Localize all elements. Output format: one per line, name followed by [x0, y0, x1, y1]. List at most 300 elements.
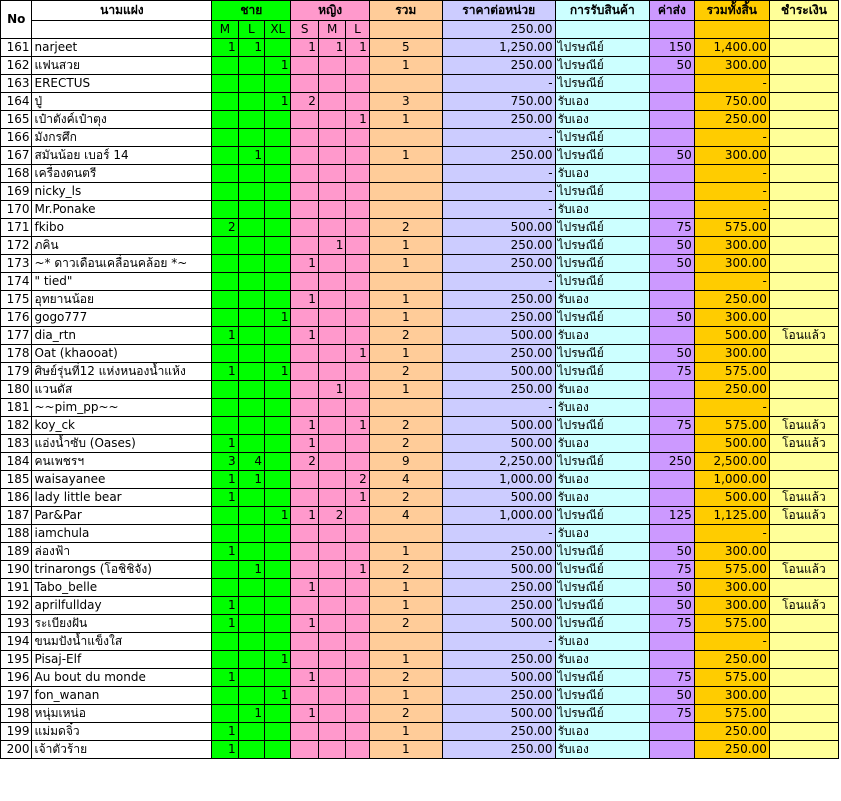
- cell-grand-total[interactable]: -: [694, 399, 769, 417]
- cell-pickup[interactable]: ไปรษณีย์: [555, 75, 649, 93]
- cell-total[interactable]: 2: [369, 327, 442, 345]
- cell-name[interactable]: ขนมปังน้ำแข็งใส: [32, 633, 212, 651]
- cell-grand-total[interactable]: -: [694, 165, 769, 183]
- cell-male-m[interactable]: [212, 129, 238, 147]
- cell-shipping[interactable]: 75: [650, 561, 695, 579]
- cell-total[interactable]: [369, 399, 442, 417]
- cell-total[interactable]: [369, 273, 442, 291]
- cell-total[interactable]: [369, 129, 442, 147]
- cell-male-l[interactable]: 1: [238, 471, 264, 489]
- cell-total[interactable]: 1: [369, 291, 442, 309]
- cell-grand-total[interactable]: 300.00: [694, 579, 769, 597]
- cell-male-m[interactable]: 1: [212, 741, 238, 759]
- cell-male-m[interactable]: [212, 147, 238, 165]
- cell-male-l[interactable]: [238, 111, 264, 129]
- cell-payment[interactable]: [769, 57, 838, 75]
- cell-total[interactable]: 4: [369, 507, 442, 525]
- cell-unit-price[interactable]: 500.00: [442, 669, 555, 687]
- cell-total[interactable]: [369, 633, 442, 651]
- cell-shipping[interactable]: 50: [650, 687, 695, 705]
- cell-grand-total[interactable]: 300.00: [694, 543, 769, 561]
- cell-male-xl[interactable]: [265, 399, 291, 417]
- cell-shipping[interactable]: [650, 327, 695, 345]
- cell-total[interactable]: 1: [369, 723, 442, 741]
- cell-female-s[interactable]: [291, 75, 318, 93]
- cell-pickup[interactable]: ไปรษณีย์: [555, 129, 649, 147]
- cell-total[interactable]: 3: [369, 93, 442, 111]
- cell-female-l[interactable]: 1: [346, 39, 369, 57]
- cell-grand-total[interactable]: 500.00: [694, 327, 769, 345]
- cell-female-m[interactable]: [318, 705, 345, 723]
- cell-male-l[interactable]: [238, 579, 264, 597]
- cell-payment[interactable]: [769, 741, 838, 759]
- cell-unit-price[interactable]: 500.00: [442, 219, 555, 237]
- cell-unit-price[interactable]: 250.00: [442, 255, 555, 273]
- cell-name[interactable]: waisayanee: [32, 471, 212, 489]
- cell-name[interactable]: อุทยานน้อย: [32, 291, 212, 309]
- cell-grand-total[interactable]: 2,500.00: [694, 453, 769, 471]
- cell-no[interactable]: 179: [1, 363, 32, 381]
- cell-unit-price[interactable]: 250.00: [442, 345, 555, 363]
- cell-pickup[interactable]: ไปรษณีย์: [555, 237, 649, 255]
- cell-grand-total[interactable]: 300.00: [694, 237, 769, 255]
- cell-unit-price[interactable]: 250.00: [442, 381, 555, 399]
- cell-unit-price[interactable]: 500.00: [442, 417, 555, 435]
- cell-unit-price[interactable]: 500.00: [442, 489, 555, 507]
- cell-no[interactable]: 194: [1, 633, 32, 651]
- cell-shipping[interactable]: 125: [650, 507, 695, 525]
- cell-female-m[interactable]: [318, 741, 345, 759]
- cell-grand-total[interactable]: 500.00: [694, 435, 769, 453]
- cell-male-m[interactable]: 1: [212, 327, 238, 345]
- cell-name[interactable]: ล่องฟ้า: [32, 543, 212, 561]
- cell-payment[interactable]: [769, 705, 838, 723]
- cell-male-l[interactable]: [238, 201, 264, 219]
- cell-female-s[interactable]: 1: [291, 327, 318, 345]
- cell-total[interactable]: 2: [369, 705, 442, 723]
- cell-unit-price[interactable]: -: [442, 165, 555, 183]
- cell-female-m[interactable]: [318, 255, 345, 273]
- cell-male-xl[interactable]: [265, 39, 291, 57]
- cell-female-l[interactable]: [346, 381, 369, 399]
- cell-male-m[interactable]: [212, 57, 238, 75]
- cell-pickup[interactable]: ไปรษณีย์: [555, 39, 649, 57]
- cell-male-xl[interactable]: [265, 165, 291, 183]
- cell-female-s[interactable]: [291, 723, 318, 741]
- cell-pickup[interactable]: รับเอง: [555, 525, 649, 543]
- cell-no[interactable]: 176: [1, 309, 32, 327]
- cell-female-l[interactable]: [346, 291, 369, 309]
- cell-shipping[interactable]: 50: [650, 579, 695, 597]
- cell-pickup[interactable]: ไปรษณีย์: [555, 273, 649, 291]
- cell-unit-price[interactable]: 250.00: [442, 741, 555, 759]
- cell-payment[interactable]: [769, 471, 838, 489]
- cell-grand-total[interactable]: 575.00: [694, 219, 769, 237]
- cell-pickup[interactable]: รับเอง: [555, 327, 649, 345]
- cell-no[interactable]: 177: [1, 327, 32, 345]
- cell-shipping[interactable]: [650, 489, 695, 507]
- cell-male-m[interactable]: [212, 291, 238, 309]
- cell-shipping[interactable]: [650, 201, 695, 219]
- cell-name[interactable]: koy_ck: [32, 417, 212, 435]
- cell-female-s[interactable]: [291, 147, 318, 165]
- cell-payment[interactable]: [769, 147, 838, 165]
- cell-no[interactable]: 169: [1, 183, 32, 201]
- cell-name[interactable]: มังกรศึก: [32, 129, 212, 147]
- cell-no[interactable]: 189: [1, 543, 32, 561]
- cell-female-l[interactable]: [346, 633, 369, 651]
- cell-female-l[interactable]: [346, 579, 369, 597]
- cell-male-l[interactable]: [238, 507, 264, 525]
- cell-male-l[interactable]: [238, 75, 264, 93]
- cell-no[interactable]: 200: [1, 741, 32, 759]
- cell-male-l[interactable]: [238, 237, 264, 255]
- cell-male-xl[interactable]: [265, 345, 291, 363]
- cell-male-l[interactable]: [238, 255, 264, 273]
- cell-shipping[interactable]: 150: [650, 39, 695, 57]
- cell-name[interactable]: ~~pim_pp~~: [32, 399, 212, 417]
- cell-male-xl[interactable]: 1: [265, 651, 291, 669]
- cell-payment[interactable]: [769, 255, 838, 273]
- cell-male-xl[interactable]: [265, 633, 291, 651]
- cell-female-l[interactable]: [346, 525, 369, 543]
- cell-female-s[interactable]: [291, 201, 318, 219]
- cell-unit-price[interactable]: 250.00: [442, 723, 555, 741]
- cell-male-xl[interactable]: 1: [265, 93, 291, 111]
- cell-name[interactable]: แวนดัส: [32, 381, 212, 399]
- cell-pickup[interactable]: ไปรษณีย์: [555, 147, 649, 165]
- cell-female-s[interactable]: [291, 651, 318, 669]
- cell-female-m[interactable]: [318, 435, 345, 453]
- size-female-s[interactable]: S: [291, 21, 318, 39]
- cell-male-l[interactable]: [238, 273, 264, 291]
- header-grand-total[interactable]: รวมทั้งสิ้น: [694, 1, 769, 21]
- cell-no[interactable]: 164: [1, 93, 32, 111]
- cell-payment[interactable]: โอนแล้ว: [769, 435, 838, 453]
- cell-payment[interactable]: โอนแล้ว: [769, 561, 838, 579]
- cell-payment[interactable]: [769, 111, 838, 129]
- cell-unit-price[interactable]: 250.00: [442, 147, 555, 165]
- cell-total[interactable]: 1: [369, 597, 442, 615]
- cell-shipping[interactable]: [650, 165, 695, 183]
- cell-female-m[interactable]: [318, 165, 345, 183]
- cell-name[interactable]: fkibo: [32, 219, 212, 237]
- cell-no[interactable]: 171: [1, 219, 32, 237]
- cell-no[interactable]: 184: [1, 453, 32, 471]
- cell-unit-price[interactable]: 250.00: [442, 57, 555, 75]
- cell-pickup[interactable]: รับเอง: [555, 633, 649, 651]
- cell-no[interactable]: 199: [1, 723, 32, 741]
- cell-grand-total[interactable]: -: [694, 75, 769, 93]
- cell-male-xl[interactable]: [265, 705, 291, 723]
- cell-male-xl[interactable]: [265, 201, 291, 219]
- cell-unit-price[interactable]: 250.00: [442, 687, 555, 705]
- cell-total[interactable]: [369, 183, 442, 201]
- header-male[interactable]: ชาย: [212, 1, 291, 21]
- cell-name[interactable]: nicky_ls: [32, 183, 212, 201]
- cell-male-xl[interactable]: 1: [265, 57, 291, 75]
- cell-total[interactable]: 5: [369, 39, 442, 57]
- cell-male-xl[interactable]: [265, 417, 291, 435]
- cell-female-s[interactable]: 1: [291, 291, 318, 309]
- cell-female-m[interactable]: [318, 309, 345, 327]
- cell-female-m[interactable]: [318, 57, 345, 75]
- cell-male-m[interactable]: [212, 705, 238, 723]
- cell-unit-price[interactable]: -: [442, 183, 555, 201]
- cell-male-l[interactable]: [238, 309, 264, 327]
- cell-male-m[interactable]: 1: [212, 363, 238, 381]
- cell-payment[interactable]: โอนแล้ว: [769, 507, 838, 525]
- cell-payment[interactable]: [769, 309, 838, 327]
- cell-name[interactable]: เครื่องดนตรี: [32, 165, 212, 183]
- cell-name[interactable]: ศิษย์รุ่นที่12 แห่งหนองน้ำแห้ง: [32, 363, 212, 381]
- cell-female-m[interactable]: 1: [318, 237, 345, 255]
- cell-female-s[interactable]: [291, 687, 318, 705]
- cell-female-s[interactable]: [291, 543, 318, 561]
- cell-grand-total[interactable]: 1,000.00: [694, 471, 769, 489]
- cell-female-s[interactable]: [291, 345, 318, 363]
- cell-female-m[interactable]: [318, 615, 345, 633]
- cell-payment[interactable]: [769, 723, 838, 741]
- cell-shipping[interactable]: [650, 111, 695, 129]
- cell-shipping[interactable]: 50: [650, 345, 695, 363]
- cell-shipping[interactable]: 250: [650, 453, 695, 471]
- cell-payment[interactable]: [769, 687, 838, 705]
- cell-grand-total[interactable]: -: [694, 129, 769, 147]
- cell-pickup[interactable]: รับเอง: [555, 381, 649, 399]
- cell-female-l[interactable]: [346, 687, 369, 705]
- cell-male-m[interactable]: 1: [212, 597, 238, 615]
- cell-pickup[interactable]: ไปรษณีย์: [555, 345, 649, 363]
- cell-female-m[interactable]: [318, 147, 345, 165]
- cell-female-s[interactable]: [291, 111, 318, 129]
- cell-pickup[interactable]: ไปรษณีย์: [555, 255, 649, 273]
- cell-male-l[interactable]: [238, 489, 264, 507]
- cell-grand-total[interactable]: 300.00: [694, 597, 769, 615]
- cell-payment[interactable]: [769, 39, 838, 57]
- size-blank-pickup[interactable]: [555, 21, 649, 39]
- cell-male-m[interactable]: [212, 93, 238, 111]
- cell-pickup[interactable]: รับเอง: [555, 471, 649, 489]
- cell-male-xl[interactable]: [265, 453, 291, 471]
- cell-male-l[interactable]: [238, 615, 264, 633]
- cell-male-m[interactable]: [212, 561, 238, 579]
- cell-female-m[interactable]: [318, 525, 345, 543]
- cell-female-l[interactable]: [346, 399, 369, 417]
- cell-male-m[interactable]: [212, 579, 238, 597]
- cell-male-m[interactable]: 1: [212, 471, 238, 489]
- cell-payment[interactable]: [769, 93, 838, 111]
- cell-pickup[interactable]: ไปรษณีย์: [555, 615, 649, 633]
- cell-female-s[interactable]: 1: [291, 417, 318, 435]
- cell-unit-price[interactable]: 1,000.00: [442, 471, 555, 489]
- cell-name[interactable]: แอ่งน้ำซับ (Oases): [32, 435, 212, 453]
- cell-male-l[interactable]: 1: [238, 39, 264, 57]
- cell-no[interactable]: 185: [1, 471, 32, 489]
- cell-payment[interactable]: [769, 237, 838, 255]
- size-blank-payment[interactable]: [769, 21, 838, 39]
- cell-male-l[interactable]: [238, 687, 264, 705]
- cell-female-s[interactable]: [291, 57, 318, 75]
- cell-no[interactable]: 165: [1, 111, 32, 129]
- cell-shipping[interactable]: [650, 273, 695, 291]
- cell-no[interactable]: 181: [1, 399, 32, 417]
- cell-female-s[interactable]: 1: [291, 705, 318, 723]
- cell-pickup[interactable]: ไปรษณีย์: [555, 363, 649, 381]
- cell-no[interactable]: 170: [1, 201, 32, 219]
- cell-female-l[interactable]: [346, 363, 369, 381]
- cell-male-l[interactable]: [238, 93, 264, 111]
- cell-male-xl[interactable]: [265, 435, 291, 453]
- cell-no[interactable]: 192: [1, 597, 32, 615]
- cell-male-l[interactable]: [238, 129, 264, 147]
- cell-male-xl[interactable]: [265, 579, 291, 597]
- cell-unit-price[interactable]: -: [442, 525, 555, 543]
- size-male-m[interactable]: M: [212, 21, 238, 39]
- cell-male-m[interactable]: 2: [212, 219, 238, 237]
- cell-shipping[interactable]: 75: [650, 705, 695, 723]
- cell-pickup[interactable]: ไปรษณีย์: [555, 453, 649, 471]
- cell-total[interactable]: 1: [369, 651, 442, 669]
- cell-pickup[interactable]: ไปรษณีย์: [555, 705, 649, 723]
- cell-unit-price[interactable]: 500.00: [442, 705, 555, 723]
- cell-female-l[interactable]: 1: [346, 345, 369, 363]
- cell-male-m[interactable]: [212, 273, 238, 291]
- cell-female-l[interactable]: [346, 309, 369, 327]
- cell-male-xl[interactable]: [265, 723, 291, 741]
- cell-payment[interactable]: [769, 579, 838, 597]
- cell-female-s[interactable]: [291, 129, 318, 147]
- cell-grand-total[interactable]: 575.00: [694, 363, 769, 381]
- cell-name[interactable]: Pisaj-Elf: [32, 651, 212, 669]
- cell-male-m[interactable]: 1: [212, 723, 238, 741]
- cell-female-s[interactable]: 2: [291, 453, 318, 471]
- cell-male-xl[interactable]: 1: [265, 507, 291, 525]
- cell-no[interactable]: 178: [1, 345, 32, 363]
- cell-male-l[interactable]: [238, 435, 264, 453]
- cell-no[interactable]: 166: [1, 129, 32, 147]
- cell-female-l[interactable]: [346, 723, 369, 741]
- cell-no[interactable]: 191: [1, 579, 32, 597]
- cell-male-l[interactable]: 1: [238, 705, 264, 723]
- cell-payment[interactable]: [769, 273, 838, 291]
- header-unit-price[interactable]: ราคาต่อหน่วย: [442, 1, 555, 21]
- cell-female-s[interactable]: 1: [291, 579, 318, 597]
- header-female[interactable]: หญิง: [291, 1, 369, 21]
- cell-no[interactable]: 163: [1, 75, 32, 93]
- cell-pickup[interactable]: รับเอง: [555, 399, 649, 417]
- cell-male-m[interactable]: [212, 381, 238, 399]
- cell-name[interactable]: fon_wanan: [32, 687, 212, 705]
- cell-payment[interactable]: [769, 651, 838, 669]
- cell-unit-price[interactable]: 250.00: [442, 309, 555, 327]
- cell-male-xl[interactable]: [265, 75, 291, 93]
- cell-payment[interactable]: [769, 183, 838, 201]
- cell-female-l[interactable]: [346, 237, 369, 255]
- cell-female-l[interactable]: [346, 147, 369, 165]
- cell-male-xl[interactable]: [265, 147, 291, 165]
- cell-name[interactable]: แฟนสวย: [32, 57, 212, 75]
- cell-grand-total[interactable]: -: [694, 525, 769, 543]
- cell-male-xl[interactable]: [265, 741, 291, 759]
- cell-pickup[interactable]: ไปรษณีย์: [555, 597, 649, 615]
- cell-payment[interactable]: [769, 165, 838, 183]
- cell-male-m[interactable]: [212, 687, 238, 705]
- cell-shipping[interactable]: 75: [650, 669, 695, 687]
- cell-female-m[interactable]: [318, 633, 345, 651]
- cell-female-m[interactable]: [318, 471, 345, 489]
- cell-payment[interactable]: โอนแล้ว: [769, 417, 838, 435]
- cell-female-l[interactable]: [346, 453, 369, 471]
- cell-pickup[interactable]: รับเอง: [555, 111, 649, 129]
- cell-female-l[interactable]: [346, 435, 369, 453]
- size-male-l[interactable]: L: [238, 21, 264, 39]
- cell-female-m[interactable]: [318, 327, 345, 345]
- cell-male-xl[interactable]: [265, 183, 291, 201]
- cell-female-m[interactable]: [318, 561, 345, 579]
- cell-female-m[interactable]: [318, 183, 345, 201]
- cell-male-l[interactable]: [238, 219, 264, 237]
- cell-name[interactable]: gogo777: [32, 309, 212, 327]
- cell-male-m[interactable]: [212, 237, 238, 255]
- cell-female-m[interactable]: [318, 651, 345, 669]
- cell-male-m[interactable]: [212, 183, 238, 201]
- cell-male-l[interactable]: [238, 345, 264, 363]
- cell-shipping[interactable]: [650, 381, 695, 399]
- cell-male-m[interactable]: [212, 75, 238, 93]
- cell-pickup[interactable]: รับเอง: [555, 651, 649, 669]
- cell-female-l[interactable]: 1: [346, 489, 369, 507]
- cell-male-m[interactable]: [212, 309, 238, 327]
- cell-shipping[interactable]: 75: [650, 363, 695, 381]
- cell-total[interactable]: 9: [369, 453, 442, 471]
- cell-male-m[interactable]: 1: [212, 543, 238, 561]
- cell-female-s[interactable]: [291, 363, 318, 381]
- cell-female-l[interactable]: [346, 705, 369, 723]
- cell-male-m[interactable]: 1: [212, 435, 238, 453]
- cell-male-l[interactable]: 1: [238, 561, 264, 579]
- cell-grand-total[interactable]: 300.00: [694, 345, 769, 363]
- cell-pickup[interactable]: ไปรษณีย์: [555, 579, 649, 597]
- cell-payment[interactable]: [769, 615, 838, 633]
- cell-male-m[interactable]: [212, 111, 238, 129]
- cell-unit-price[interactable]: 500.00: [442, 615, 555, 633]
- cell-pickup[interactable]: ไปรษณีย์: [555, 183, 649, 201]
- cell-female-l[interactable]: [346, 255, 369, 273]
- cell-name[interactable]: Oat (khaooat): [32, 345, 212, 363]
- cell-shipping[interactable]: [650, 741, 695, 759]
- cell-total[interactable]: 1: [369, 579, 442, 597]
- cell-shipping[interactable]: [650, 129, 695, 147]
- cell-shipping[interactable]: 75: [650, 417, 695, 435]
- size-blank-name[interactable]: [32, 21, 212, 39]
- cell-male-xl[interactable]: 1: [265, 309, 291, 327]
- cell-male-xl[interactable]: [265, 381, 291, 399]
- cell-no[interactable]: 188: [1, 525, 32, 543]
- header-pickup[interactable]: การรับสินค้า: [555, 1, 649, 21]
- cell-shipping[interactable]: [650, 435, 695, 453]
- cell-pickup[interactable]: รับเอง: [555, 435, 649, 453]
- cell-male-l[interactable]: [238, 183, 264, 201]
- cell-unit-price[interactable]: 1,250.00: [442, 39, 555, 57]
- cell-male-m[interactable]: [212, 255, 238, 273]
- cell-name[interactable]: dia_rtn: [32, 327, 212, 345]
- cell-male-m[interactable]: 1: [212, 489, 238, 507]
- cell-total[interactable]: [369, 165, 442, 183]
- cell-female-s[interactable]: 1: [291, 669, 318, 687]
- cell-female-l[interactable]: [346, 507, 369, 525]
- cell-name[interactable]: Tabo_belle: [32, 579, 212, 597]
